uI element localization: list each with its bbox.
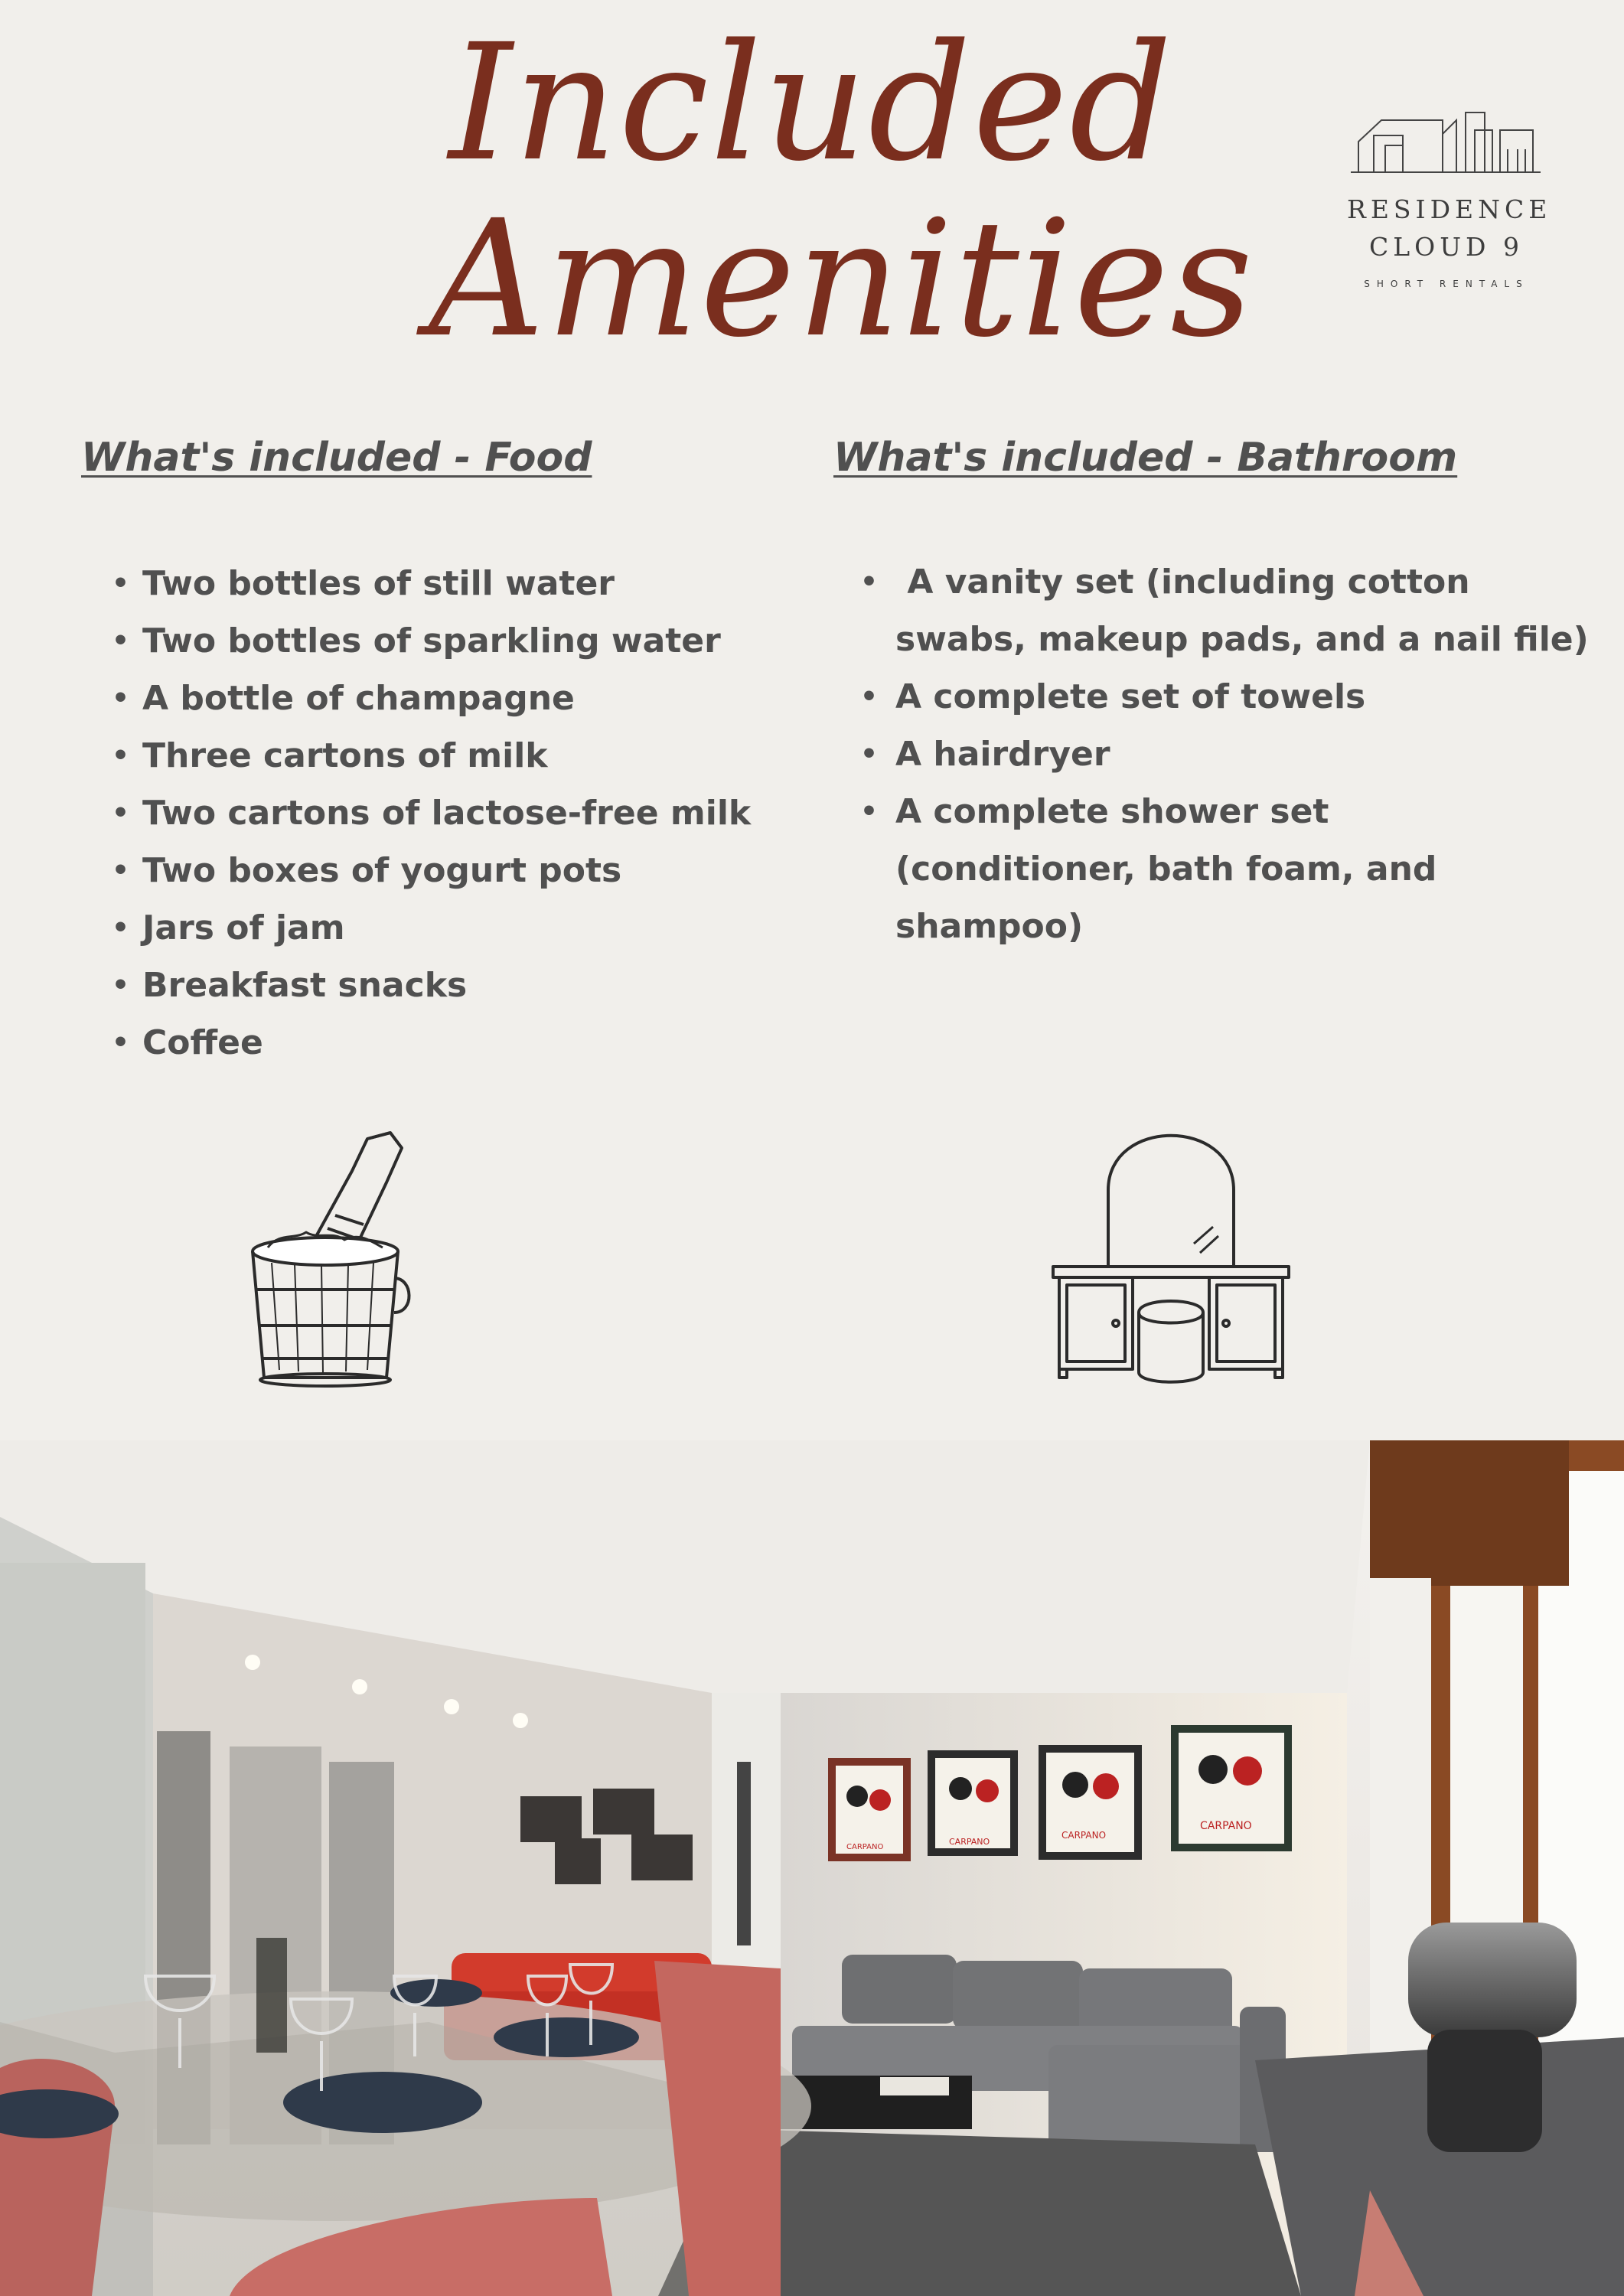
list-item [860,668,1589,726]
bathroom-list [860,553,1589,955]
page-title [429,9,1255,373]
frame-label: CARPANO [1200,1820,1252,1832]
list-item-line: • A vanity set (including cotton [895,563,1470,602]
list-item: • Two boxes of yogurt pots [81,842,751,899]
food-list [81,555,751,1071]
list-item: • Three cartons of milk [81,727,751,784]
list-item-line: (conditioner, bath foam, and [895,850,1437,889]
list-item-line: shampoo) [895,907,1084,946]
logo-house-icon [1351,103,1542,176]
food-heading: What's included - Food [81,435,592,481]
list-item-line: • A complete set of towels [895,677,1366,716]
list-item: • Two cartons of lactose-free milk [81,784,751,842]
list-item: • Two bottles of still water [81,555,751,612]
living-room-photo [0,1440,1624,2296]
frame-label: CARPANO [1061,1830,1107,1841]
list-item: • Jars of jam [81,899,751,957]
logo-line-1: RESIDENCE [1347,194,1552,224]
frame-label: CARPANO [949,1837,990,1847]
title-line-2: Amenities [429,185,1255,373]
list-item [860,783,1589,955]
frame-label: CARPANO [846,1843,884,1851]
list-item: • A bottle of champagne [81,670,751,727]
logo-line-3: SHORT RENTALS [1364,279,1529,289]
list-item [860,553,1589,668]
list-item-line: swabs, makeup pads, and a nail file) [895,620,1589,659]
brand-logo [1347,103,1552,289]
bathroom-heading: What's included - Bathroom [833,435,1458,481]
list-item-line: • A complete shower set [895,792,1329,831]
list-item: • Two bottles of sparkling water [81,612,751,670]
champagne-bucket-icon [237,1125,413,1393]
vanity-table-icon [1048,1129,1293,1389]
list-item-line: • A hairdryer [895,735,1110,774]
list-item: • Breakfast snacks [81,957,751,1014]
list-item [860,726,1589,783]
list-item: • Coffee [81,1014,751,1071]
logo-line-2: CLOUD 9 [1369,232,1524,262]
title-line-1: Included [448,9,1174,197]
